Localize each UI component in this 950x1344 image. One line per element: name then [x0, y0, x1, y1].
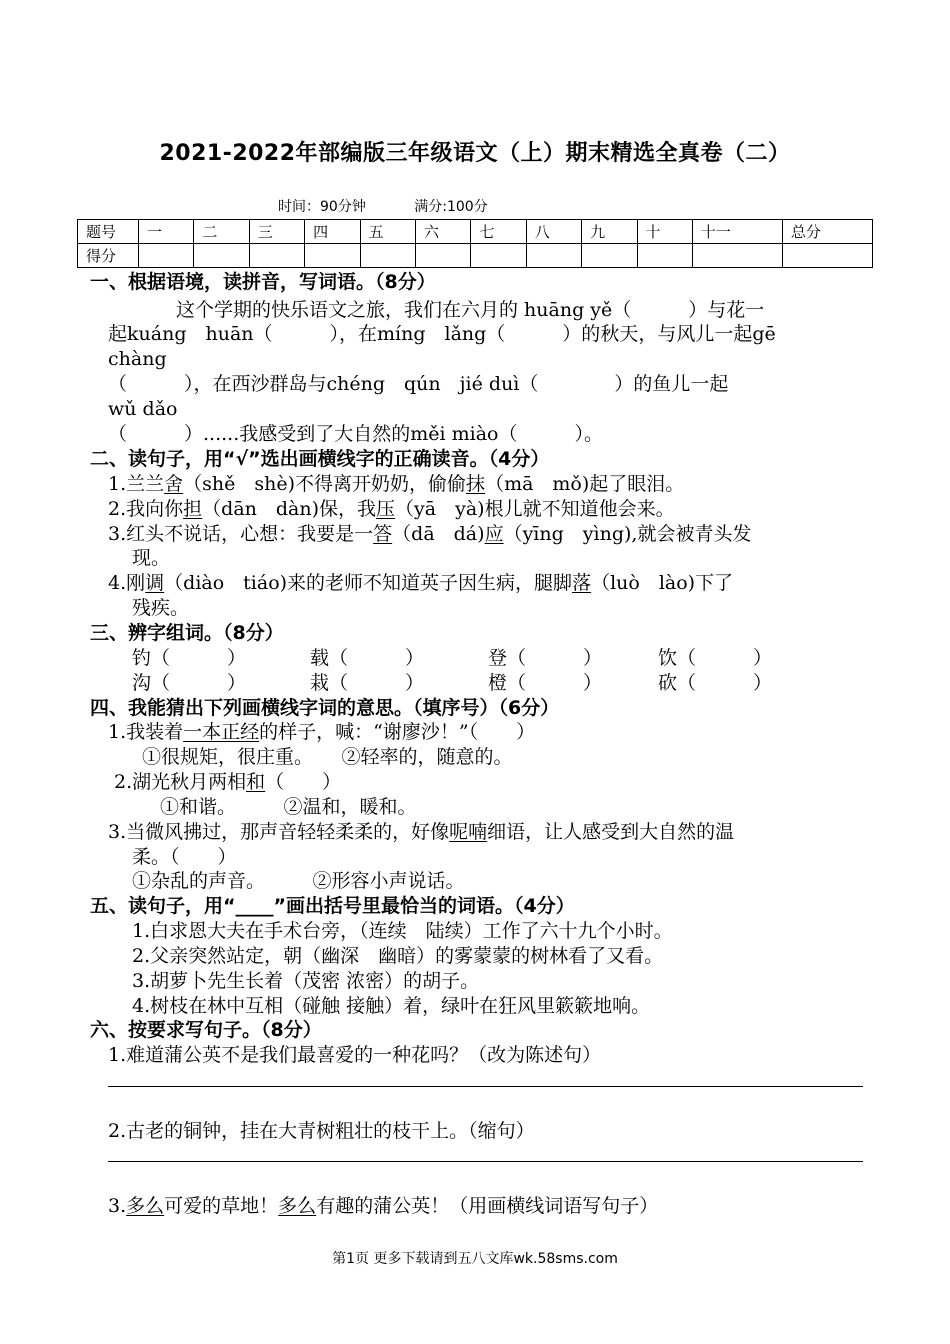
s1-line: （ ），在西沙群岛与chéng qún jié duì（ ）的鱼儿一起 — [108, 373, 729, 395]
underlined-char: 担 — [183, 498, 203, 520]
word-blank: 砍（ ） — [658, 672, 773, 694]
text: （dān dàn)保，我 — [202, 498, 377, 520]
s1-line: 这个学期的快乐语文之旅，我们在六月的 huāng yě（ ）与花一 — [176, 299, 765, 321]
text: 4.刚 — [108, 572, 146, 594]
answer-line[interactable] — [108, 1086, 863, 1087]
underlined-char: 答 — [373, 523, 393, 545]
score-cell[interactable] — [526, 244, 581, 268]
text: （ ） — [265, 771, 342, 793]
s5-question: 2.父亲突然站定，朝（幽深 幽暗）的雾蒙蒙的树林看了又看。 — [132, 945, 664, 967]
text: （luò lào)下了 — [591, 572, 734, 594]
s4-options-2: ①和谐。 ②温和，暖和。 — [160, 796, 417, 818]
score-cell[interactable] — [471, 244, 526, 268]
score-cell[interactable] — [305, 244, 360, 268]
text: （shě shè)不得离开奶奶，偷偷 — [183, 473, 467, 495]
score-cell[interactable] — [782, 244, 872, 268]
underlined-word: 呢喃 — [449, 821, 488, 843]
score-table — [77, 219, 873, 268]
s2-question-3-cont: 现。 — [132, 547, 171, 569]
s6-question-3 — [108, 1194, 658, 1218]
score-header-cell: 三 — [249, 220, 304, 244]
s3-row-1 — [132, 646, 772, 670]
text: 细语，让人感受到大自然的温 — [487, 821, 735, 843]
section-3-heading: 三、辨字组词。（8分） — [90, 622, 284, 644]
s1-line: （ ）......我感受到了大自然的měi miào（ ）。 — [108, 423, 603, 445]
section-5-heading: 五、读句子，用“____”画出括号里最恰当的词语。（4分） — [90, 895, 575, 917]
text: （dā dá) — [392, 523, 485, 545]
text: （yā yà)根儿就不知道他会来。 — [395, 498, 675, 520]
word-blank: 载（ ） — [310, 647, 425, 669]
score-cell[interactable] — [249, 244, 304, 268]
underlined-char: 抹 — [466, 473, 486, 495]
score-header-cell: 题号 — [78, 220, 139, 244]
score-table-header-row — [78, 220, 873, 244]
text: 3. — [108, 1195, 127, 1217]
s6-question-2: 2.古老的铜钟，挂在大青树粗壮的枝干上。（缩句） — [108, 1120, 535, 1142]
underlined-word: 多么 — [126, 1195, 165, 1217]
score-cell[interactable] — [194, 244, 249, 268]
s2-question-1 — [108, 472, 684, 496]
s1-line: chàng — [108, 348, 167, 370]
score-header-cell: 十 — [637, 220, 692, 244]
answer-line[interactable] — [108, 1161, 863, 1162]
score-header-cell: 六 — [415, 220, 470, 244]
s2-question-2 — [108, 497, 675, 521]
s6-question-1: 1.难道蒲公英不是我们最喜爱的一种花吗？（改为陈述句） — [108, 1044, 602, 1066]
underlined-char: 落 — [572, 572, 592, 594]
section-4-heading: 四、我能猜出下列画横线字词的意思。（填序号）（6分） — [90, 697, 560, 719]
underlined-char: 压 — [376, 498, 396, 520]
text: 1.兰兰 — [108, 473, 165, 495]
text: 的样子，喊：“谢廖沙！”（ ） — [259, 721, 536, 743]
score-header-cell: 四 — [305, 220, 360, 244]
underlined-char: 应 — [484, 523, 504, 545]
score-cell[interactable] — [637, 244, 692, 268]
score-header-cell: 总分 — [782, 220, 872, 244]
score-cell[interactable] — [582, 244, 637, 268]
underlined-word: 多么 — [278, 1195, 317, 1217]
underlined-word: 一本正经 — [183, 721, 260, 743]
s5-question: 1.白求恩大夫在手术台旁，（连续 陆续）工作了六十九个小时。 — [132, 920, 673, 942]
underlined-word: 和 — [246, 771, 266, 793]
score-cell[interactable] — [415, 244, 470, 268]
text: 有趣的蒲公英！（用画横线词语写句子） — [316, 1195, 659, 1217]
s5-question: 4.树枝在林中互相（碰触 接触）着，绿叶在狂风里簌簌地响。 — [132, 995, 651, 1017]
text: 1.我装着 — [108, 721, 184, 743]
score-header-cell: 七 — [471, 220, 526, 244]
text: 2.湖光秋月两相 — [114, 771, 247, 793]
page-title: 2021-2022年部编版三年级语文（上）期末精选全真卷（二） — [159, 141, 791, 166]
s4-question-3 — [108, 820, 734, 844]
s4-question-3-cont: 柔。（ ） — [132, 846, 237, 868]
exam-full-score: 满分:100分 — [414, 199, 488, 215]
section-6-heading: 六、按要求写句子。（8分） — [90, 1019, 322, 1041]
word-blank: 饮（ ） — [658, 647, 773, 669]
s3-row-2 — [132, 671, 772, 695]
s2-question-3 — [108, 522, 751, 546]
word-blank: 登（ ） — [488, 647, 603, 669]
text: 3.红头不说话，心想：我要是一 — [108, 523, 374, 545]
underlined-char: 调 — [145, 572, 165, 594]
word-blank: 栽（ ） — [310, 672, 425, 694]
s2-question-4-cont: 残疾。 — [132, 597, 190, 619]
word-blank: 橙（ ） — [488, 672, 603, 694]
score-table-score-row — [78, 244, 873, 268]
score-cell[interactable] — [139, 244, 194, 268]
underlined-char: 舍 — [164, 473, 184, 495]
word-blank: 沟（ ） — [132, 672, 247, 694]
s1-line: 起kuáng huān（ ），在míng lǎng（ ）的秋天，与风儿一起gē — [108, 323, 776, 345]
text: （yīng yìng),就会被青头发 — [503, 523, 752, 545]
section-1-heading: 一、根据语境，读拼音，写词语。（8分） — [90, 271, 436, 293]
text: 2.我向你 — [108, 498, 184, 520]
score-header-cell: 二 — [194, 220, 249, 244]
score-row-label: 得分 — [78, 244, 139, 268]
score-header-cell: 十一 — [692, 220, 782, 244]
score-header-cell: 八 — [526, 220, 581, 244]
exam-meta — [278, 196, 532, 216]
s4-question-2 — [114, 770, 341, 794]
section-2-heading: 二、读句子，用“√”选出画横线字的正确读音。（4分） — [90, 448, 550, 470]
exam-time: 时间：90分钟 — [278, 199, 366, 215]
score-header-cell: 九 — [582, 220, 637, 244]
score-header-cell: 一 — [139, 220, 194, 244]
page-footer: 第1页 更多下载请到五八文库wk.58sms.com — [332, 1251, 618, 1267]
text: （diào tiáo)来的老师不知道英子因生病，腿脚 — [164, 572, 573, 594]
text: 可爱的草地！ — [164, 1195, 279, 1217]
s2-question-4 — [108, 571, 733, 595]
score-cell[interactable] — [360, 244, 415, 268]
score-header-cell: 五 — [360, 220, 415, 244]
text: 3.当微风拂过，那声音轻轻柔柔的，好像 — [108, 821, 450, 843]
score-cell[interactable] — [692, 244, 782, 268]
s4-options-1: ①很规矩，很庄重。 ②轻率的，随意的。 — [142, 746, 513, 768]
word-blank: 钓（ ） — [132, 647, 247, 669]
s4-question-1 — [108, 720, 535, 744]
s1-line: wǔ dǎo — [108, 398, 178, 420]
text: （mā mǒ)起了眼泪。 — [485, 473, 685, 495]
s4-options-3: ①杂乱的声音。 ②形容小声说话。 — [132, 870, 465, 892]
s5-question: 3.胡萝卜先生长着（茂密 浓密）的胡子。 — [132, 970, 480, 992]
